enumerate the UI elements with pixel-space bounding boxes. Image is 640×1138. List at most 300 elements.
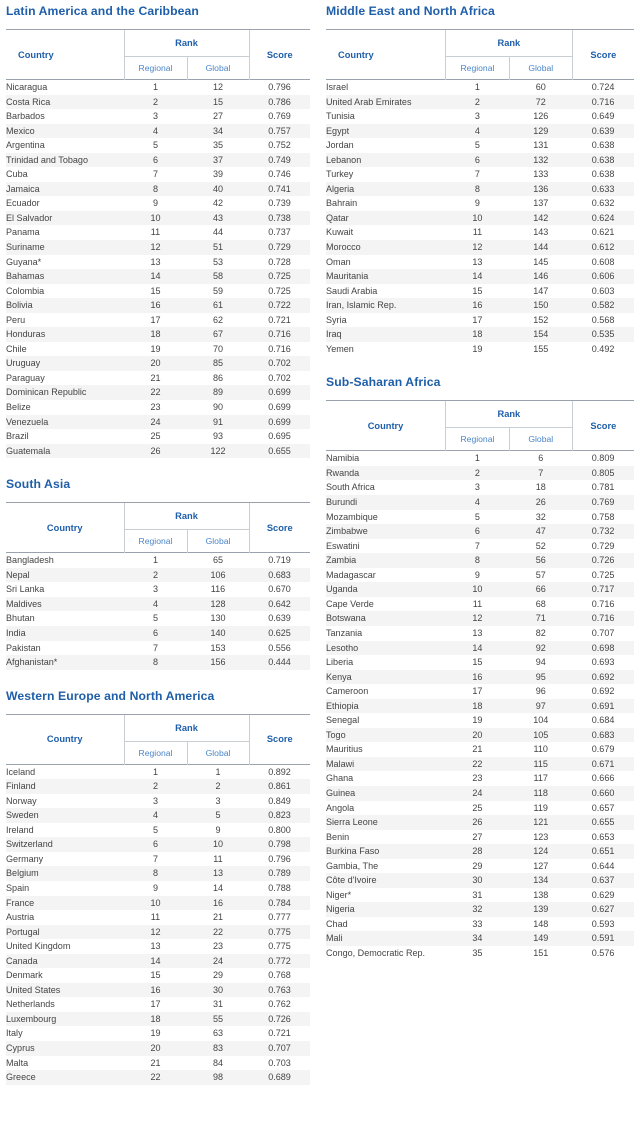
cell-score: 0.725 <box>249 269 310 284</box>
cell-score: 0.703 <box>268 1057 291 1068</box>
cell-score: 0.749 <box>249 153 310 168</box>
cell-score: 0.772 <box>249 954 310 969</box>
cell-score: 0.670 <box>268 584 291 595</box>
ranking-table <box>6 29 310 458</box>
table-row <box>326 480 634 495</box>
table-row <box>6 109 310 124</box>
table-body <box>6 553 310 670</box>
cell-score: 0.655 <box>572 815 634 830</box>
cell-country: Syria <box>326 314 347 325</box>
cell-country: Venezuela <box>6 415 124 430</box>
cell-rank-global: 122 <box>187 444 249 459</box>
column-header-global: Global <box>187 741 249 764</box>
cell-country: Maldives <box>6 597 124 612</box>
cell-rank-global: 61 <box>187 298 249 313</box>
cell-rank-regional: 17 <box>472 686 483 697</box>
table-row <box>6 415 310 430</box>
cell-rank-regional: 5 <box>474 511 480 522</box>
cell-rank-regional: 30 <box>446 873 510 888</box>
cell-score: 0.728 <box>268 256 291 267</box>
cell-score: 0.719 <box>249 553 310 568</box>
cell-rank-global: 148 <box>533 918 549 929</box>
cell-score: 0.849 <box>268 795 291 806</box>
table-row <box>326 298 634 313</box>
table-row <box>6 95 310 110</box>
cell-rank-global: 43 <box>187 211 249 226</box>
cell-rank-regional: 12 <box>446 611 510 626</box>
cell-country: Namibia <box>326 451 446 466</box>
cell-rank-regional: 4 <box>124 597 187 612</box>
cell-rank-global: 129 <box>509 124 572 139</box>
cell-rank-global: 47 <box>509 524 572 539</box>
table-row <box>6 896 310 911</box>
cell-rank-regional: 13 <box>150 256 161 267</box>
cell-country: Liberia <box>326 657 354 668</box>
cell-score: 0.638 <box>591 169 615 180</box>
table-row <box>326 255 634 270</box>
table-row <box>6 400 310 415</box>
table-row <box>6 356 310 371</box>
cell-score: 0.556 <box>268 642 291 653</box>
table-header <box>326 401 634 451</box>
cell-rank-regional: 25 <box>150 431 161 442</box>
cell-country: Sweden <box>6 808 124 823</box>
table-row <box>6 939 310 954</box>
cell-rank-regional: 5 <box>152 140 159 151</box>
right-column <box>320 4 640 1089</box>
cell-rank-regional: 2 <box>124 95 187 110</box>
cell-score: 0.606 <box>572 269 634 284</box>
table-row <box>326 153 634 168</box>
table-row <box>326 284 634 299</box>
table-row <box>326 830 634 845</box>
table-row <box>326 699 634 714</box>
cell-country: Greece <box>6 1070 124 1085</box>
cell-rank-regional: 7 <box>152 169 159 180</box>
cell-country: Pakistan <box>6 642 41 653</box>
table-row <box>326 931 634 946</box>
column-header-regional: Regional <box>446 428 510 451</box>
table-row <box>326 611 634 626</box>
cell-rank-regional: 15 <box>472 657 483 668</box>
cell-score: 0.729 <box>249 240 310 255</box>
cell-country: Cameroon <box>326 686 369 697</box>
table-row <box>326 269 634 284</box>
table-row <box>326 225 634 240</box>
table-row <box>6 881 310 896</box>
cell-country: Burkina Faso <box>326 844 446 859</box>
cell-score: 0.692 <box>591 686 615 697</box>
cell-score: 0.758 <box>591 511 615 522</box>
cell-rank-global: 57 <box>535 569 546 580</box>
cell-score: 0.624 <box>572 211 634 226</box>
ranking-table <box>6 714 310 1085</box>
cell-country: Egypt <box>326 124 446 139</box>
table-row <box>326 182 634 197</box>
cell-rank-global: 6 <box>509 451 572 466</box>
cell-score: 0.638 <box>572 153 634 168</box>
cell-score: 0.695 <box>268 431 291 442</box>
cell-rank-regional: 1 <box>446 451 510 466</box>
cell-rank-global: 18 <box>535 482 546 493</box>
table-row <box>6 327 310 342</box>
cell-score: 0.699 <box>268 402 291 413</box>
cell-rank-regional: 9 <box>152 882 159 893</box>
cell-rank-regional: 11 <box>150 227 161 238</box>
cell-rank-global: 30 <box>187 983 249 998</box>
column-header-rank: Rank <box>446 401 573 428</box>
cell-rank-regional: 17 <box>472 314 483 325</box>
cell-score: 0.725 <box>268 285 291 296</box>
table-row <box>6 240 310 255</box>
column-header-score: Score <box>249 30 310 80</box>
cell-rank-regional: 10 <box>446 211 510 226</box>
cell-country: Iceland <box>6 764 124 779</box>
cell-rank-global: 67 <box>187 327 249 342</box>
cell-rank-global: 127 <box>533 860 549 871</box>
header-row-top <box>6 30 310 57</box>
table-row <box>326 786 634 801</box>
cell-rank-regional: 1 <box>124 553 187 568</box>
table-row <box>326 844 634 859</box>
cell-score: 0.738 <box>249 211 310 226</box>
table-row <box>6 655 310 670</box>
cell-rank-regional: 17 <box>150 314 161 325</box>
table-row <box>6 641 310 656</box>
cell-rank-regional: 13 <box>472 627 483 638</box>
cell-score: 0.535 <box>572 327 634 342</box>
cell-score: 0.642 <box>249 597 310 612</box>
cell-rank-global: 53 <box>212 256 224 267</box>
table-row <box>326 451 634 466</box>
cell-score: 0.683 <box>249 568 310 583</box>
cell-score: 0.644 <box>591 860 615 871</box>
column-header-rank: Rank <box>124 714 249 741</box>
table-row <box>6 196 310 211</box>
cell-country: Mali <box>326 931 446 946</box>
column-header-rank: Rank <box>124 503 249 530</box>
cell-rank-global: 119 <box>533 802 548 813</box>
cell-rank-regional: 11 <box>472 598 483 609</box>
cell-country: Switzerland <box>6 837 124 852</box>
cell-country: Afghanistan* <box>6 655 124 670</box>
cell-rank-global: 65 <box>187 553 249 568</box>
cell-rank-regional: 26 <box>124 444 187 459</box>
cell-country: Iraq <box>326 327 446 342</box>
cell-country: Yemen <box>326 343 354 354</box>
cell-rank-global: 146 <box>509 269 572 284</box>
cell-country: Rwanda <box>326 466 446 481</box>
cell-score: 0.775 <box>268 941 291 952</box>
cell-country: Cuba <box>6 169 28 180</box>
cell-country: Ghana <box>326 773 354 784</box>
table-row <box>6 138 310 153</box>
cell-score: 0.653 <box>591 831 615 842</box>
cell-country: Belize <box>6 402 31 413</box>
cell-score: 0.789 <box>249 866 310 881</box>
cell-rank-regional: 20 <box>124 1041 187 1056</box>
table-row <box>326 655 634 670</box>
cell-score: 0.716 <box>249 327 310 342</box>
table-row <box>326 553 634 568</box>
table-row <box>326 582 634 597</box>
cell-score: 0.660 <box>572 786 634 801</box>
cell-score: 0.651 <box>572 844 634 859</box>
cell-score: 0.716 <box>591 598 615 609</box>
cell-country: Nicaragua <box>6 80 124 95</box>
cell-score: 0.726 <box>572 553 634 568</box>
cell-rank-regional: 8 <box>124 655 187 670</box>
cell-score: 0.861 <box>249 779 310 794</box>
table-row <box>326 495 634 510</box>
cell-rank-regional: 16 <box>446 670 510 685</box>
ranking-table <box>326 400 634 960</box>
section-title: Middle East and North Africa <box>326 4 495 18</box>
column-header-country: Country <box>326 401 446 451</box>
cell-score: 0.716 <box>572 611 634 626</box>
cell-country: Bahrain <box>326 198 358 209</box>
cell-country: Jamaica <box>6 182 124 197</box>
cell-rank-global: 2 <box>187 779 249 794</box>
cell-rank-global: 22 <box>187 925 249 940</box>
cell-rank-regional: 5 <box>474 140 480 151</box>
cell-rank-regional: 18 <box>124 327 187 342</box>
table-row <box>326 902 634 917</box>
table-row <box>6 997 310 1012</box>
cell-rank-regional: 3 <box>474 111 480 122</box>
table-row <box>6 167 310 182</box>
cell-score: 0.716 <box>572 95 634 110</box>
cell-country: Bhutan <box>6 613 35 624</box>
table-row <box>326 742 634 757</box>
cell-country: Ireland <box>6 824 34 835</box>
cell-rank-regional: 11 <box>150 912 161 923</box>
section-middle-east-and-north-africa <box>326 4 634 356</box>
cell-score: 0.737 <box>268 227 291 238</box>
cell-score: 0.693 <box>591 657 615 668</box>
cell-rank-global: 59 <box>212 285 224 296</box>
cell-country: Italy <box>6 1028 23 1039</box>
cell-score: 0.591 <box>572 931 634 946</box>
table-row <box>326 626 634 641</box>
cell-country: Côte d'Ivoire <box>326 873 446 888</box>
table-row <box>326 138 634 153</box>
cell-rank-regional: 6 <box>446 524 510 539</box>
cell-rank-regional: 24 <box>446 786 510 801</box>
table-row <box>6 983 310 998</box>
cell-rank-regional: 8 <box>124 866 187 881</box>
cell-score: 0.717 <box>572 582 634 597</box>
cell-rank-regional: 16 <box>446 298 510 313</box>
cell-country: Algeria <box>326 182 446 197</box>
cell-rank-regional: 21 <box>472 744 483 755</box>
cell-rank-regional: 3 <box>152 584 159 595</box>
cell-country: United Kingdom <box>6 941 71 952</box>
table-body <box>6 764 310 1085</box>
cell-rank-regional: 14 <box>124 269 187 284</box>
cell-rank-global: 142 <box>509 211 572 226</box>
table-row <box>6 153 310 168</box>
table-row <box>6 298 310 313</box>
cell-score: 0.769 <box>572 495 634 510</box>
cell-score: 0.757 <box>249 124 310 139</box>
cell-country: Cyprus <box>6 1041 124 1056</box>
cell-rank-global: 63 <box>212 1028 224 1039</box>
table-row <box>6 269 310 284</box>
cell-rank-regional: 4 <box>124 124 187 139</box>
cell-country: Eswatini <box>326 540 360 551</box>
cell-rank-global: 154 <box>509 327 572 342</box>
cell-score: 0.721 <box>268 314 291 325</box>
table-row <box>326 109 634 124</box>
cell-rank-global: 62 <box>212 314 224 325</box>
cell-score: 0.702 <box>268 372 291 383</box>
cell-rank-regional: 34 <box>446 931 510 946</box>
cell-country: Spain <box>6 882 30 893</box>
cell-score: 0.639 <box>268 613 291 624</box>
table-row <box>326 888 634 903</box>
header-row-top <box>6 714 310 741</box>
cell-score: 0.741 <box>249 182 310 197</box>
cell-score: 0.746 <box>268 169 291 180</box>
cell-score: 0.769 <box>268 111 291 122</box>
cell-rank-regional: 2 <box>124 779 187 794</box>
cell-country: Cape Verde <box>326 598 374 609</box>
cell-score: 0.612 <box>572 240 634 255</box>
cell-score: 0.725 <box>591 569 615 580</box>
cell-score: 0.788 <box>268 882 291 893</box>
cell-rank-regional: 3 <box>152 795 159 806</box>
column-header-score: Score <box>249 714 310 764</box>
cell-country: Ethiopia <box>326 699 446 714</box>
cell-score: 0.683 <box>572 728 634 743</box>
cell-country: Paraguay <box>6 372 45 383</box>
table-row <box>6 444 310 459</box>
cell-country: Mauritius <box>326 744 363 755</box>
cell-score: 0.729 <box>591 540 615 551</box>
cell-score: 0.786 <box>249 95 310 110</box>
cell-rank-global: 31 <box>212 999 224 1010</box>
cell-score: 0.762 <box>268 999 291 1010</box>
cell-rank-global: 89 <box>187 385 249 400</box>
table-row <box>6 852 310 867</box>
cell-rank-global: 153 <box>210 642 226 653</box>
cell-rank-global: 140 <box>187 626 249 641</box>
cell-rank-global: 118 <box>509 786 572 801</box>
cell-rank-regional: 7 <box>474 169 480 180</box>
cell-rank-regional: 18 <box>446 699 510 714</box>
cell-rank-regional: 7 <box>152 642 159 653</box>
cell-country: Dominican Republic <box>6 385 124 400</box>
cell-rank-global: 12 <box>187 80 249 95</box>
cell-country: Germany <box>6 853 44 864</box>
cell-rank-global: 91 <box>187 415 249 430</box>
cell-score: 0.621 <box>591 227 615 238</box>
section-title: Latin America and the Caribbean <box>6 4 199 18</box>
cell-rank-global: 9 <box>215 824 221 835</box>
cell-rank-global: 128 <box>187 597 249 612</box>
table-row <box>6 80 310 95</box>
cell-country: Honduras <box>6 327 124 342</box>
cell-rank-regional: 2 <box>446 95 510 110</box>
cell-rank-regional: 8 <box>446 553 510 568</box>
column-header-score: Score <box>249 503 310 553</box>
cell-country: Lebanon <box>326 153 446 168</box>
table-row <box>326 771 634 786</box>
cell-score: 0.784 <box>249 896 310 911</box>
cell-score: 0.637 <box>572 873 634 888</box>
section-latin-america-and-the-caribbean <box>6 4 304 458</box>
column-header-regional: Regional <box>446 57 510 80</box>
table-row <box>6 779 310 794</box>
cell-rank-regional: 13 <box>472 256 483 267</box>
cell-score: 0.716 <box>268 343 291 354</box>
header-row-top <box>6 503 310 530</box>
cell-rank-global: 96 <box>535 686 546 697</box>
cell-rank-global: 3 <box>215 795 221 806</box>
cell-rank-regional: 8 <box>446 182 510 197</box>
table-row <box>326 684 634 699</box>
table-row <box>326 670 634 685</box>
cell-rank-regional: 21 <box>150 372 161 383</box>
cell-country: Nigeria <box>326 902 446 917</box>
table-row <box>326 327 634 342</box>
cell-rank-global: 104 <box>533 715 549 726</box>
column-header-rank: Rank <box>124 30 249 57</box>
cell-country: Canada <box>6 954 124 969</box>
cell-country: Kenya <box>326 670 446 685</box>
cell-country: Belgium <box>6 866 124 881</box>
column-header-country: Country <box>6 30 124 80</box>
cell-country: Norway <box>6 795 37 806</box>
table-row <box>6 284 310 299</box>
table-row <box>326 917 634 932</box>
cell-score: 0.707 <box>591 627 615 638</box>
cell-country: Malta <box>6 1057 29 1068</box>
cell-rank-regional: 35 <box>472 947 483 958</box>
cell-score: 0.691 <box>572 699 634 714</box>
cell-score: 0.692 <box>572 670 634 685</box>
cell-rank-global: 139 <box>509 902 572 917</box>
cell-score: 0.638 <box>591 140 615 151</box>
cell-rank-global: 14 <box>212 882 224 893</box>
table-row <box>6 225 310 240</box>
cell-rank-regional: 18 <box>124 1012 187 1027</box>
cell-country: Niger* <box>326 889 352 900</box>
cell-rank-global: 55 <box>187 1012 249 1027</box>
cell-rank-global: 56 <box>509 553 572 568</box>
table-row <box>6 794 310 809</box>
table-row <box>6 925 310 940</box>
table-row <box>326 95 634 110</box>
cell-rank-regional: 13 <box>150 941 161 952</box>
cell-rank-regional: 22 <box>124 1070 187 1085</box>
cell-country: Botswana <box>326 611 446 626</box>
cell-score: 0.763 <box>249 983 310 998</box>
cell-rank-global: 143 <box>533 227 549 238</box>
table-row <box>326 757 634 772</box>
table-header <box>6 714 310 764</box>
cell-rank-global: 1 <box>187 764 249 779</box>
cell-country: Togo <box>326 728 446 743</box>
cell-country: India <box>6 626 124 641</box>
cell-rank-regional: 3 <box>152 111 159 122</box>
cell-score: 0.699 <box>249 385 310 400</box>
cell-country: Saudi Arabia <box>326 285 378 296</box>
cell-score: 0.698 <box>572 641 634 656</box>
cell-rank-regional: 10 <box>124 896 187 911</box>
cell-rank-global: 84 <box>212 1057 224 1068</box>
